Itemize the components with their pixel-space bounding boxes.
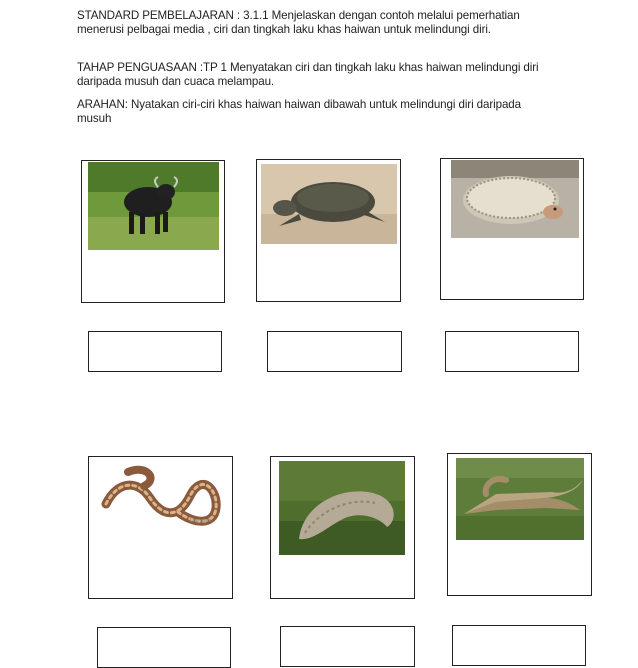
snake-picture [98, 460, 224, 536]
tahap-penguasaan-text: TAHAP PENGUASAAN :TP 1 Menyatakan ciri dan tingkah laku khas haiwan melindungi diri daripada musuh dan cuaca melampau. [77, 61, 539, 88]
answer-box-3[interactable] [445, 331, 579, 372]
crocodile-picture [456, 458, 584, 540]
pangolin-picture [279, 461, 405, 555]
answer-box-1[interactable] [88, 331, 222, 372]
answer-box-5[interactable] [280, 626, 415, 667]
arahan-text: ARAHAN: Nyatakan ciri-ciri khas haiwan haiwan dibawah untuk melindungi diri daripada musuh [77, 98, 521, 125]
buffalo-picture [88, 162, 219, 250]
snake-caption: Ular pinin [190, 518, 212, 524]
answer-box-6[interactable] [452, 625, 586, 666]
turtle-picture [261, 164, 397, 244]
hedgehog-picture [451, 160, 579, 238]
answer-box-4[interactable] [97, 627, 231, 668]
standard-pembelajaran-text: STANDARD PEMBELAJARAN : 3.1.1 Menjelaskan dengan contoh melalui pemerhatian menerusi pelbagai media , ciri dan tingkah laku khas haiwan untuk melindungi diri. [77, 9, 520, 36]
answer-box-2[interactable] [267, 331, 402, 372]
